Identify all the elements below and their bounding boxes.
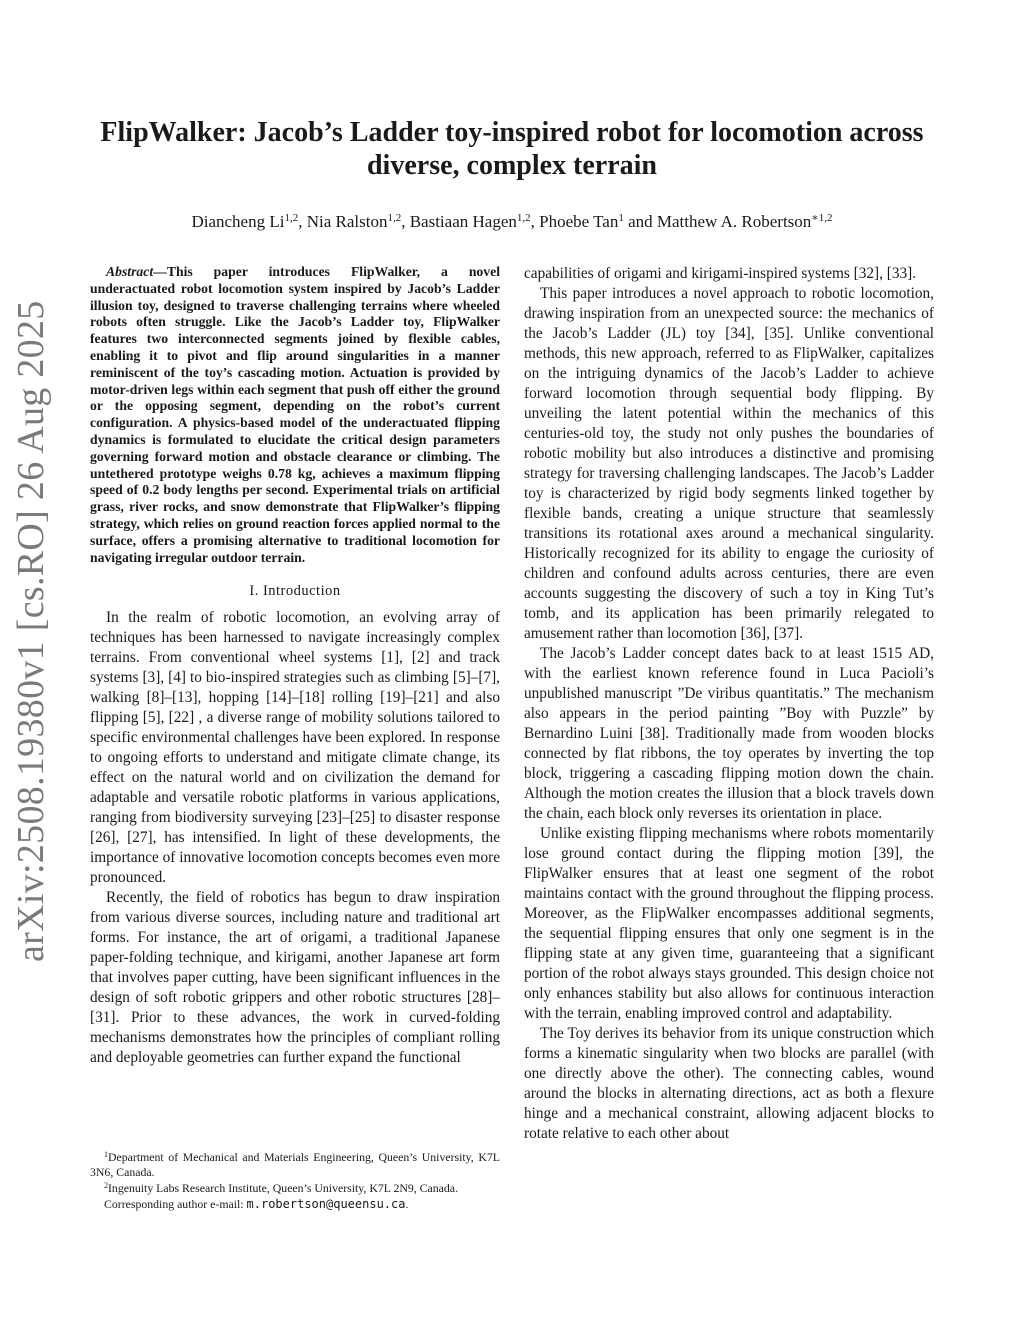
author: Matthew A. Robertson	[656, 212, 812, 231]
footnote-mark: 2	[104, 1181, 108, 1190]
abstract-label: Abstract	[106, 264, 154, 279]
paragraph: Recently, the field of robotics has begun to draw inspiration from various diverse sources, including nature and traditional art forms. For instance, the art of origami, a traditional Japanese paper-folding technique, and kirigami, another Japanese art form that involves paper cutting, have been significant influences in the design of soft robotic grippers and other robotic structures [28]–[31]. Prior to these advances, the work in curved-folding mechanisms demonstrates how the principles of compliant rolling and deployable geometries can further expand the functional	[90, 889, 500, 1067]
author-affiliation: 1,2	[284, 212, 299, 224]
corresponding-end: .	[405, 1197, 409, 1211]
abstract	[90, 264, 500, 566]
author: Bastiaan Hagen	[409, 212, 517, 231]
author-separator: ,	[401, 212, 410, 231]
author: Phoebe Tan	[539, 212, 619, 231]
author-separator: ,	[530, 212, 540, 231]
corresponding-email[interactable]: m.robertson@queensu.ca	[246, 1197, 406, 1211]
author-separator: ,	[298, 212, 307, 231]
abstract-text: This paper introduces FlipWalker, a novel underactuated robot locomotion system inspired by Jacob’s Ladder illusion toy, designed to traverse challenging terrains where wheeled robots often struggle. Like the Jacob’s Ladder toy, FlipWalker features two interconnected segments joined by flexible cables, enabling it to pivot and flip around singularities in a manner reminiscent of the toy’s cascading motion. Actuation is provided by motor-driven legs within each segment that push off either the ground or the opposing segment, depending on the robot’s current configuration. A physics-based model of the underactuated flipping dynamics is formulated to elucidate the critical design parameters governing forward motion and obstacle clearance or climbing. The untethered prototype weighs 0.78 kg, achieves a maximum flipping speed of 0.2 body lengths per second. Experimental trials on artificial grass, river rocks, and snow demonstrate that FlipWalker’s flipping strategy, which relies on ground reaction forces applied normal to the surface, offers a promising alternative to traditional locomotion for navigating irregular outdoor terrain.	[90, 264, 500, 565]
author-affiliation: 1,2	[387, 212, 402, 224]
paragraph: The Jacob’s Ladder concept dates back to at least 1515 AD, with the earliest known reference found in Luca Pacioli’s unpublished manuscript ”De viribus quantitatis.” The mechanism also appears in the period painting ”Boy with Puzzle” by Bernardino Luini [38]. Traditionally made from wooden blocks connected by flat ribbons, the toy operates by inverting the top block, triggering a cascading flipping motion down the chain. Although the motion creates the illusion that a block travels down the chain, each block only reverses its orientation in place.	[524, 645, 934, 822]
paragraph: Unlike existing flipping mechanisms where robots momentarily lose ground contact during the flipping motion [39], the FlipWalker ensures that at least one segment of the robot maintains contact with the ground throughout the flipping process. Moreover, as the FlipWalker encompasses additional segments, the sequential flipping ensures that only one segment is in the flipping state at any given time, guaranteeing that a significant portion of the robot always stays grounded. This design choice not only enhances stability but also allows for continuous interaction with the terrain, enabling improved control and adaptability.	[524, 825, 934, 1022]
paragraph: This paper introduces a novel approach to robotic locomotion, drawing inspiration from an unexpected source: the mechanics of the Jacob’s Ladder (JL) toy [34], [35]. Unlike conventional methods, this new approach, referred to as FlipWalker, capitalizes on the intriguing dynamics of the Jacob’s Ladder to achieve forward locomotion through sequential body flipping. By unveiling the latent potential within the mechanics of this centuries-old toy, the study not only pushes the boundaries of robotic mobility but also introduces a distinctive and promising strategy for traversing challenging landscapes. The Jacob’s Ladder toy is characterized by rigid body segments linked together by flexible bands, creating a unique structure that seamlessly transitions its rotational axes around a mechanical singularity. Historically recognized for its ability to engage the curiosity of children and confound adults across centuries, there are even accounts suggesting the discovery of such a toy in King Tut’s tomb, and its application has been primarily relegated to amusement rather than locomotion [36], [37].	[524, 285, 934, 642]
paragraph: capabilities of origami and kirigami-inspired systems [32], [33].	[524, 265, 917, 282]
abstract-dash: —	[153, 264, 167, 279]
left-column	[90, 264, 500, 1068]
footnote-text: Department of Mechanical and Materials Engineering, Queen’s University, K7L 3N6, Canada.	[90, 1150, 500, 1179]
author: Diancheng Li	[191, 212, 285, 231]
author-affiliation: 1,2	[516, 212, 531, 224]
footnote	[90, 1150, 500, 1180]
author-affiliation: 1	[618, 212, 624, 224]
author-separator: and	[623, 212, 657, 231]
corresponding-label: Corresponding author e-mail:	[104, 1197, 244, 1211]
author-affiliation: ∗1,2	[811, 212, 833, 224]
paper-title: FlipWalker: Jacob’s Ladder toy-inspired robot for locomotion across diverse, complex terrain	[100, 117, 924, 181]
paragraph: The Toy derives its behavior from its unique construction which forms a kinematic singularity when two blocks are parallel (with one directly above the other). The connecting cables, wound around the blocks in alternating directions, act as both a flexure hinge and a mechanical constraint, allowing adjacent blocks to rotate relative to each other about	[524, 1025, 934, 1142]
author: Nia Ralston	[306, 212, 388, 231]
footnotes	[90, 1150, 500, 1213]
arxiv-identifier: arXiv:2508.19380v1 [cs.RO] 26 Aug 2025	[10, 300, 52, 962]
author-list	[90, 210, 934, 234]
corresponding-author	[90, 1197, 500, 1212]
section-heading: I. Introduction	[249, 583, 341, 600]
footnote-text: Ingenuity Labs Research Institute, Queen’s University, K7L 2N9, Canada.	[108, 1181, 458, 1195]
footnote	[90, 1181, 500, 1196]
right-column	[524, 264, 934, 1144]
footnote-mark: 1	[104, 1150, 108, 1159]
paragraph: In the realm of robotic locomotion, an evolving array of techniques has been harnessed to navigate increasingly complex terrains. From conventional wheel systems [1], [2] and track systems [3], [4] to bio-inspired strategies such as climbing [5]–[7], walking [8]–[13], hopping [14]–[18] rolling [19]–[21] and also flipping [5], [22] , a diverse range of mobility solutions tailored to specific environmental challenges have been explored. In response to ongoing efforts to understand and mitigate climate change, its effect on the natural world and on civilization the demand for adaptable and versatile robotic platforms in various applications, ranging from biodiversity surveying [23]–[25] to disaster response [26], [27], has intensified. In light of these developments, the importance of innovative locomotion concepts becomes even more pronounced.	[90, 609, 500, 887]
